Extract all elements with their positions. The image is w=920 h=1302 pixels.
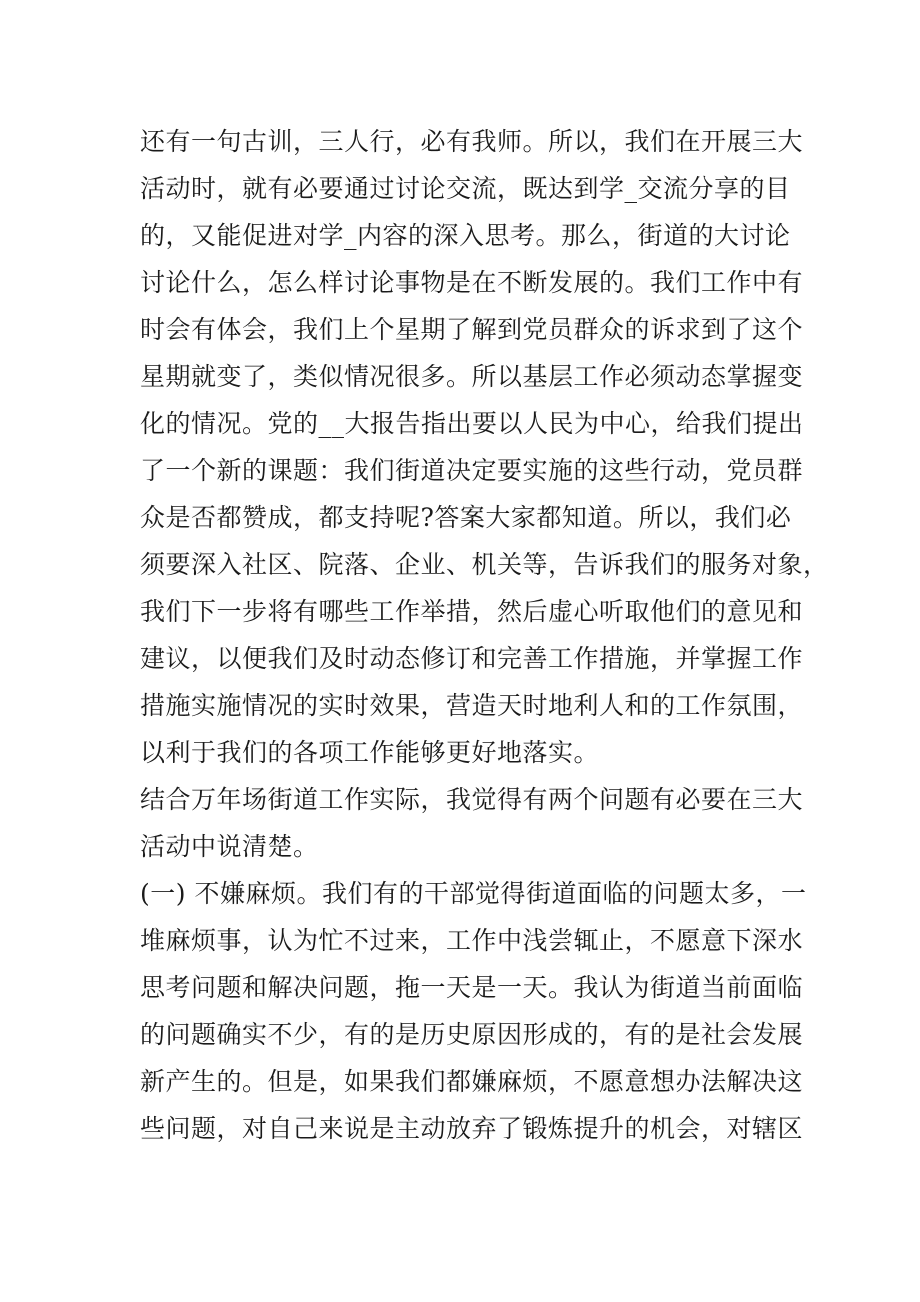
text-line: 时会有体会，我们上个星期了解到党员群众的诉求到了这个 — [140, 315, 804, 344]
text-line: 的，又能促进对学_内容的深入思考。那么，街道的大讨论 — [140, 221, 791, 250]
text-line: 讨论什么，怎么样讨论事物是在不断发展的。我们工作中有 — [140, 268, 804, 297]
text-line: 星期就变了，类似情况很多。所以基层工作必须动态掌握变 — [140, 362, 804, 391]
text-line: (一) 不嫌麻烦。我们有的干部觉得街道面临的问题太多，一 — [140, 879, 807, 908]
text-line: 的问题确实不少，有的是历史原因形成的，有的是社会发展 — [140, 1020, 804, 1049]
text-line: 结合万年场街道工作实际，我觉得有两个问题有必要在三大 — [140, 785, 804, 814]
text-line: 思考问题和解决问题，拖一天是一天。我认为街道当前面临 — [140, 973, 804, 1002]
text-line: 须要深入社区、院落、企业、机关等，告诉我们的服务对象， — [140, 550, 829, 579]
text-line: 了一个新的课题：我们街道决定要实施的这些行动，党员群 — [140, 456, 804, 485]
text-line: 活动时，就有必要通过讨论交流，既达到学_交流分享的目 — [140, 174, 791, 203]
body-text — [140, 118, 829, 1152]
text-line: 新产生的。但是，如果我们都嫌麻烦，不愿意想办法解决这 — [140, 1067, 804, 1096]
text-line: 众是否都赞成，都支持呢?答案大家都知道。所以，我们必 — [140, 503, 792, 532]
text-line: 还有一句古训，三人行，必有我师。所以，我们在开展三大 — [140, 127, 804, 156]
text-line: 些问题，对自己来说是主动放弃了锻炼提升的机会，对辖区 — [140, 1114, 804, 1143]
text-line: 我们下一步将有哪些工作举措，然后虚心听取他们的意见和 — [140, 597, 804, 626]
text-line: 化的情况。党的__大报告指出要以人民为中心，给我们提出 — [140, 409, 804, 438]
text-line: 以利于我们的各项工作能够更好地落实。 — [140, 738, 600, 767]
text-line: 堆麻烦事，认为忙不过来，工作中浅尝辄止，不愿意下深水 — [140, 926, 804, 955]
text-line: 建议，以便我们及时动态修订和完善工作措施，并掌握工作 — [140, 644, 804, 673]
text-line: 活动中说清楚。 — [140, 832, 319, 861]
text-line: 措施实施情况的实时效果，营造天时地利人和的工作氛围， — [140, 691, 804, 720]
